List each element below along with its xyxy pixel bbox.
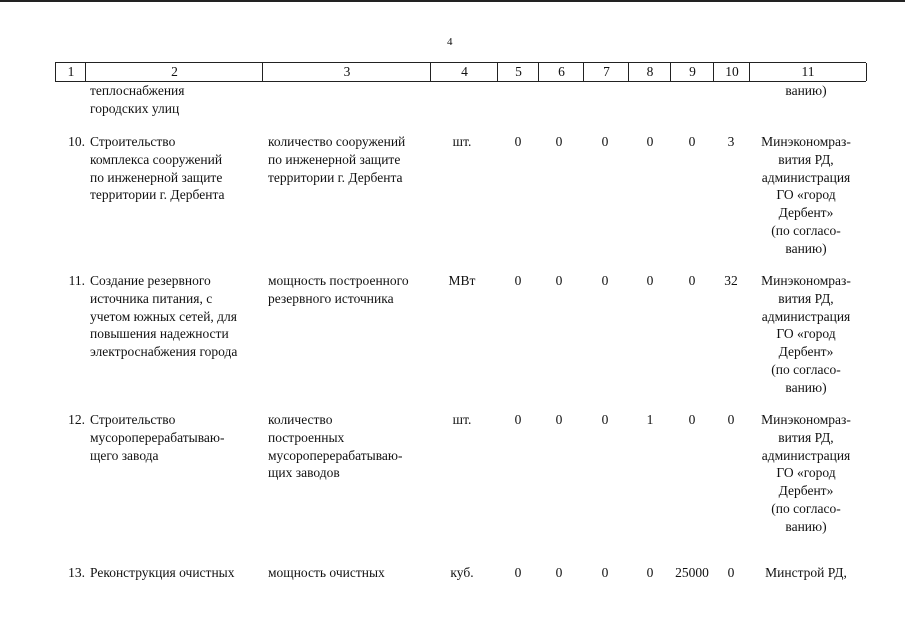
value-col9: 0 [688, 273, 696, 288]
row-number: 11. [68, 273, 85, 288]
value-col8: 1 [646, 412, 654, 427]
value-col10: 0 [727, 412, 735, 427]
indicator-name: количество сооружений по инженерной защите территории г. Дербента [268, 134, 406, 185]
value-col9: 0 [688, 134, 696, 149]
unit: куб. [450, 565, 474, 580]
unit: шт. [452, 134, 472, 149]
indicator-name: мощность очистных [268, 565, 385, 580]
value-col5: 0 [514, 565, 522, 580]
header-col-10: 10 [713, 63, 750, 81]
value-col7: 0 [601, 412, 609, 427]
value-col8: 0 [646, 134, 654, 149]
header-col-7: 7 [583, 63, 629, 81]
unit: МВт [448, 273, 476, 288]
value-col6: 0 [555, 134, 563, 149]
value-col6: 0 [555, 565, 563, 580]
header-col-8: 8 [628, 63, 671, 81]
header-col-2: 2 [85, 63, 263, 81]
header-col-4: 4 [430, 63, 498, 81]
measure-name: Реконструкция очистных [90, 565, 235, 580]
value-col7: 0 [601, 273, 609, 288]
value-col9: 25000 [675, 565, 709, 580]
header-col-9: 9 [670, 63, 714, 81]
value-col7: 0 [601, 565, 609, 580]
value-col9: 0 [688, 412, 696, 427]
scan-top-edge [0, 0, 905, 2]
continuation-col2: теплоснабжения городских улиц [90, 83, 185, 116]
row-number: 13. [68, 565, 85, 580]
header-col-3: 3 [262, 63, 431, 81]
measure-name: Создание резервного источника питания, с учетом южных сетей, для повышения надежности электроснабжения города [90, 273, 238, 360]
header-col-5: 5 [497, 63, 539, 81]
value-col6: 0 [555, 412, 563, 427]
value-col6: 0 [555, 273, 563, 288]
header-col-6: 6 [538, 63, 584, 81]
responsible-party: Минэкономраз- вития РД, администрация ГО «город Дербент» (по согласо- ванию) [761, 273, 851, 395]
indicator-name: количество построенных мусороперерабатываю- щих заводов [268, 412, 403, 481]
page-number: 4 [447, 36, 453, 48]
value-col5: 0 [514, 412, 522, 427]
responsible-party: Минстрой РД, [765, 565, 847, 580]
header-col-11: 11 [749, 63, 867, 81]
header-col-1: 1 [55, 63, 86, 81]
value-col10: 32 [724, 273, 738, 288]
value-col5: 0 [514, 134, 522, 149]
indicator-name: мощность построенного резервного источника [268, 273, 409, 306]
table-header-row [55, 62, 866, 82]
value-col8: 0 [646, 273, 654, 288]
row-number: 12. [68, 412, 85, 427]
unit: шт. [452, 412, 472, 427]
responsible-party: Минэкономраз- вития РД, администрация ГО «город Дербент» (по согласо- ванию) [761, 412, 851, 534]
measure-name: Строительство мусороперерабатываю- щего завода [90, 412, 225, 463]
value-col10: 3 [727, 134, 735, 149]
value-col8: 0 [646, 565, 654, 580]
value-col10: 0 [727, 565, 735, 580]
continuation-col11: ванию) [785, 83, 827, 98]
responsible-party: Минэкономраз- вития РД, администрация ГО «город Дербент» (по согласо- ванию) [761, 134, 851, 256]
value-col5: 0 [514, 273, 522, 288]
row-number: 10. [68, 134, 85, 149]
measure-name: Строительство комплекса сооружений по инженерной защите территории г. Дербента [90, 134, 225, 203]
value-col7: 0 [601, 134, 609, 149]
